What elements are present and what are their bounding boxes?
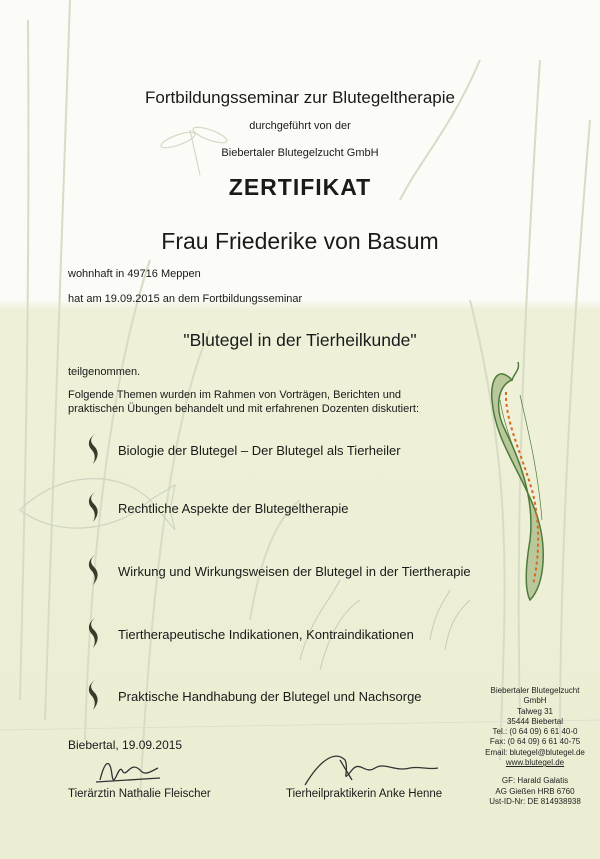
organizer-name: Biebertaler Blutegelzucht GmbH <box>221 147 379 159</box>
certificate-title: ZERTIFIKAT <box>228 174 372 200</box>
topic-item <box>84 490 349 526</box>
company-fax: Fax: (0 64 09) 6 61 40-75 <box>489 737 581 747</box>
topic-text: Praktische Handhabung der Blutegel und Nachsorge <box>118 688 422 704</box>
company-website: www.blutegel.de <box>505 758 565 768</box>
topic-item <box>84 432 401 468</box>
company-register: AG Gießen HRB 6760 <box>495 786 575 796</box>
participated-line: teilgenommen. <box>68 366 141 378</box>
company-tel: Tel.: (0 64 09) 6 61 40-0 <box>492 727 578 737</box>
topic-text: Tiertherapeutische Indikationen, Kontraindikationen <box>118 626 414 642</box>
leech-bullet-icon <box>84 616 106 652</box>
leech-bullet-icon <box>84 553 106 589</box>
topic-item <box>84 678 422 714</box>
leech-bullet-icon <box>84 490 106 526</box>
seminar-name: "Blutegel in der Tierheilkunde" <box>183 330 417 350</box>
recipient-name: Frau Friederike von Basum <box>161 228 439 254</box>
company-name: Biebertaler Blutegelzucht <box>490 686 580 695</box>
intro-line-1: Folgende Themen wurden im Rahmen von Vorträgen, Berichten und <box>68 389 402 401</box>
signature-henne <box>305 756 438 785</box>
company-email: Email: blutegel@blutegel.de <box>485 747 585 757</box>
topic-text: Biologie der Blutegel – Der Blutegel als Tierheiler <box>118 442 401 458</box>
intro-line-2: praktischen Übungen behandelt und mit erfahrenen Dozenten diskutiert: <box>68 403 420 415</box>
signer-2-name: Tierheilpraktikerin Anke Henne <box>286 788 443 800</box>
topic-text: Rechtliche Aspekte der Blutegeltherapie <box>118 500 349 516</box>
leech-bullet-icon <box>84 678 106 714</box>
company-stamp <box>470 686 600 807</box>
attendance-line: hat am 19.09.2015 an dem Fortbildungsseminar <box>68 293 303 305</box>
topic-text: Wirkung und Wirkungsweisen der Blutegel in der Tiertherapie <box>118 563 471 579</box>
topic-item <box>84 616 414 652</box>
leech-bullet-icon <box>84 432 106 468</box>
topic-item <box>84 553 471 589</box>
residence-line: wohnhaft in 49716 Meppen <box>68 268 201 280</box>
seminar-title: Fortbildungsseminar zur Blutegeltherapie <box>145 88 455 107</box>
signer-1-name: Tierärztin Nathalie Fleischer <box>68 788 211 800</box>
company-vat: Ust-ID-Nr: DE 814938938 <box>489 796 581 806</box>
signature-fleischer <box>96 764 160 782</box>
company-street: Talweg 31 <box>516 706 554 716</box>
company-gap <box>470 768 600 776</box>
company-city: 35444 Biebertal <box>506 716 564 726</box>
company-gf: GF: Harald Galatis <box>501 776 569 786</box>
conducted-by: durchgeführt von der <box>249 120 351 132</box>
company-legal-form: GmbH <box>523 696 547 706</box>
place-date: Biebertal, 19.09.2015 <box>68 738 183 752</box>
